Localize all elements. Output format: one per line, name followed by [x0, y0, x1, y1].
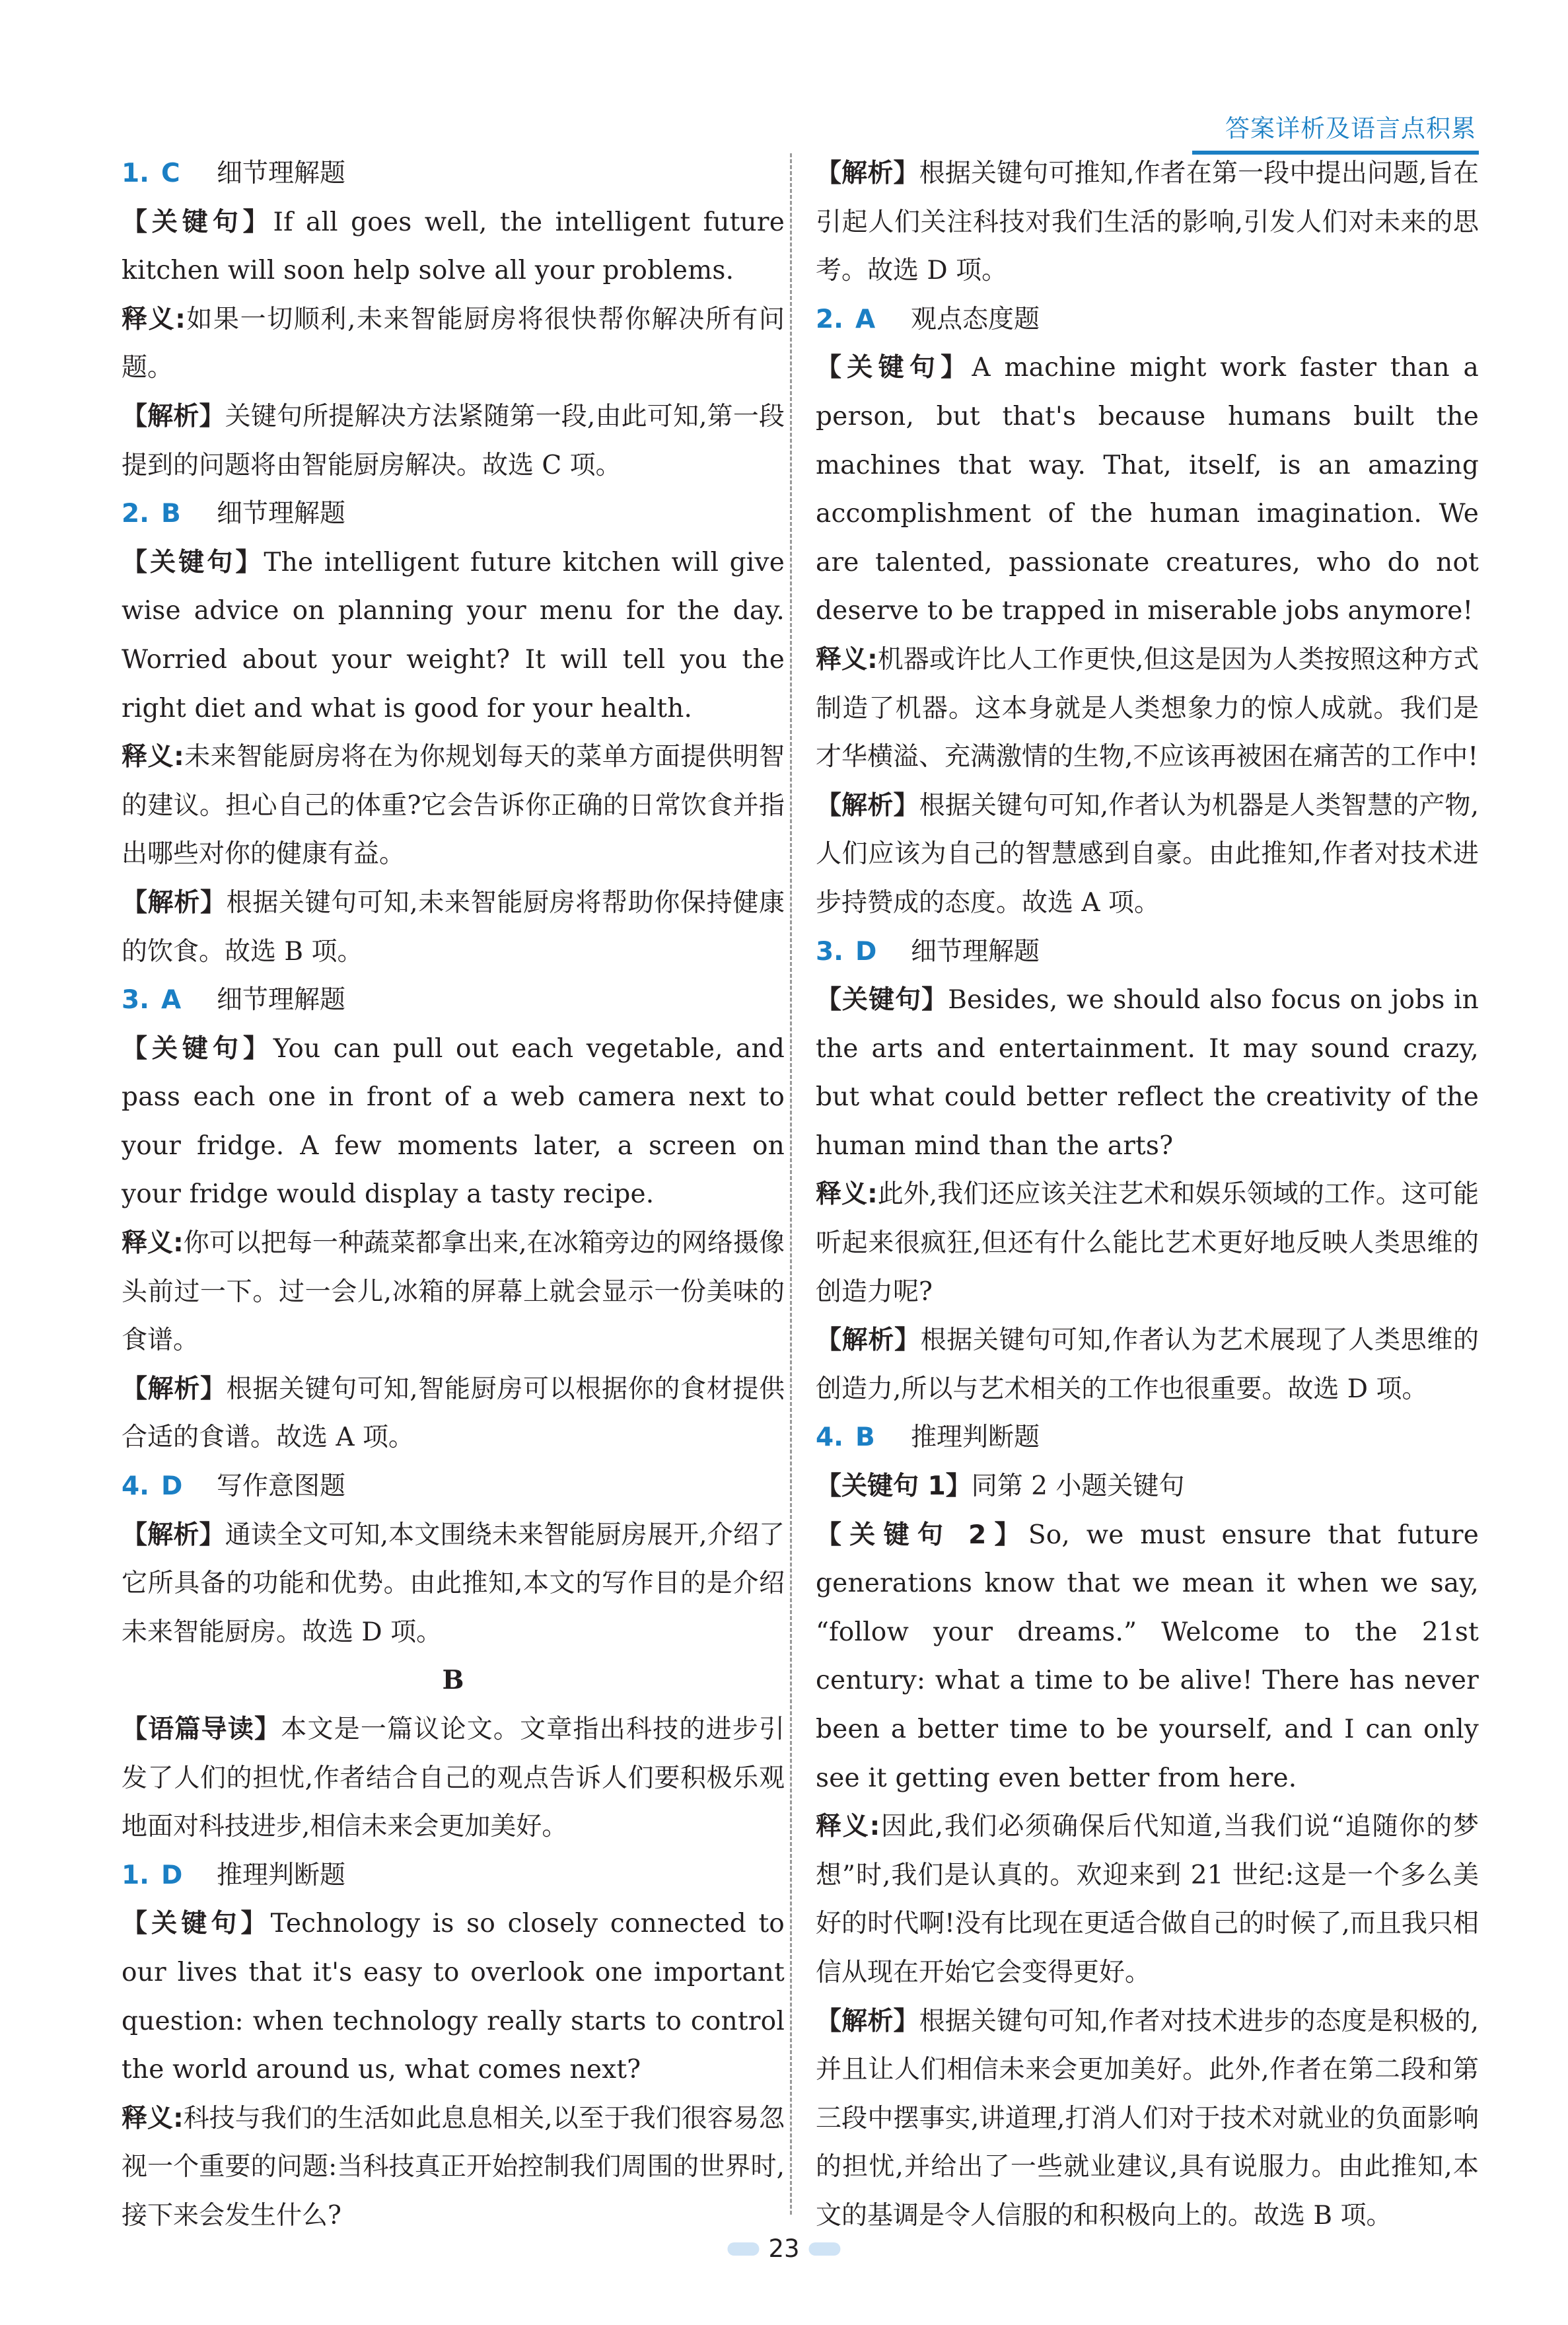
paragraph-tag: 释义:: [122, 742, 184, 772]
paragraph-tag: 【关键句】: [816, 985, 948, 1015]
paragraph-text: If all goes well, the intelligent future kitchen will soon help solve all your problems.: [122, 207, 785, 286]
answer-paragraph: [122, 538, 785, 733]
paragraph-text: 根据关键句可知,作者认为艺术展现了人类思维的创造力,所以与艺术相关的工作也很重要。故选 D 项。: [816, 1325, 1479, 1404]
question-type: 写作意图题: [217, 1471, 346, 1502]
paragraph-text: 你可以把每一种蔬菜都拿出来,在冰箱旁边的网络摄像头前过一下。过一会儿,冰箱的屏幕上就会显示一份美味的食谱。: [122, 1228, 785, 1356]
answer-paragraph: [122, 879, 785, 976]
question-number: 3.: [122, 985, 149, 1015]
column-divider: [790, 153, 792, 2215]
paragraph-text: 根据关键句可推知,作者在第一段中提出问题,旨在引起人们关注科技对我们生活的影响,引发人们对未来的思考。故选 D 项。: [816, 159, 1479, 286]
header-title: 答案详析及语言点积累: [1225, 114, 1476, 143]
question-item: [122, 149, 785, 198]
paragraph-text: So, we must ensure that future generations know that we mean it when we say, “follow your dreams.” Welcome to the 21st century: what a time to be alive! There has never been a better time to be yourself, and I can only see it getting even better from here.: [816, 1520, 1479, 1793]
answer-letter: C: [161, 159, 180, 188]
page-number-pill-right: [809, 2242, 841, 2256]
page-number: [727, 2234, 840, 2263]
left-column: [122, 149, 785, 2240]
paragraph-text: 科技与我们的生活如此息息相关,以至于我们很容易忽视一个重要的问题:当科技真正开始控制我们周围的世界时,接下来会发生什么?: [122, 2103, 785, 2231]
answer-paragraph: [816, 976, 1479, 1170]
paragraph-text: 根据关键句可知,作者认为机器是人类智慧的产物,人们应该为自己的智慧感到自豪。由此推知,作者对技术进步持赞成的态度。故选 A 项。: [816, 790, 1479, 918]
question-number: 3.: [816, 936, 843, 967]
paragraph-tag: 【解析】: [816, 2006, 919, 2036]
paragraph-tag: 释义:: [816, 1812, 880, 1842]
paragraph-tag: 【解析】: [122, 1374, 227, 1404]
paragraph-tag: 【解析】: [816, 790, 919, 821]
answer-paragraph: [816, 636, 1479, 782]
paragraph-text: 此外,我们还应该关注艺术和娱乐领域的工作。这可能听起来很疯狂,但还有什么能比艺术更好地反映人类思维的创造力呢?: [816, 1179, 1479, 1307]
paragraph-text: Besides, we should also focus on jobs in the arts and entertainment. It may sound crazy, but what could better reflect the creativity of the human mind than the arts?: [816, 985, 1479, 1161]
answer-paragraph: [122, 1705, 785, 1851]
paragraph-tag: 【关键句 2】: [816, 1520, 1028, 1550]
answer-letter: A: [855, 304, 876, 334]
question-number: 2.: [816, 304, 843, 334]
question-type: 细节理解题: [217, 985, 346, 1015]
section-heading: B: [442, 1665, 464, 1696]
paragraph-text: 同第 2 小题关键句: [971, 1471, 1185, 1502]
answer-letter: B: [855, 1422, 875, 1453]
paragraph-text: You can pull out each vegetable, and pass each one in front of a web camera next to your fridge. A few moments later, a screen on your fridge would display a tasty recipe.: [122, 1033, 785, 1210]
answer-paragraph: [122, 1219, 785, 1365]
answer-letter: D: [855, 936, 877, 967]
paragraph-text: 本文是一篇议论文。文章指出科技的进步引发了人们的担忧,作者结合自己的观点告诉人们要积极乐观地面对科技进步,相信未来会更加美好。: [122, 1715, 785, 1842]
answer-paragraph: [122, 392, 785, 490]
answer-letter: D: [161, 1860, 183, 1890]
answer-paragraph: [816, 344, 1479, 636]
question-number: 1.: [122, 159, 149, 188]
paragraph-tag: 【关键句】: [816, 353, 972, 383]
paragraph-tag: 【关键句】: [122, 1033, 273, 1064]
paragraph-text: A machine might work faster than a person, but that's because humans built the machines that way. That, itself, is an amazing accomplishment of the human imagination. We are talented, passionate creatures, who do not deserve to be trapped in miserable jobs anymore!: [816, 353, 1479, 626]
question-item: [122, 1851, 785, 1900]
question-type: 细节理解题: [911, 936, 1040, 967]
answer-paragraph: [816, 1316, 1479, 1413]
answer-paragraph: [122, 1900, 785, 2094]
paragraph-tag: 【关键句】: [122, 1909, 271, 1939]
paragraph-text: 如果一切顺利,未来智能厨房将很快帮你解决所有问题。: [122, 304, 785, 383]
question-type: 推理判断题: [911, 1422, 1040, 1453]
paragraph-tag: 释义:: [122, 2103, 184, 2133]
answer-paragraph: [122, 2094, 785, 2240]
question-type: 细节理解题: [217, 159, 346, 188]
answer-paragraph: [122, 198, 785, 295]
paragraph-tag: 释义:: [816, 1179, 878, 1210]
question-number: 1.: [122, 1860, 149, 1890]
answer-paragraph: [816, 1511, 1479, 1803]
page-header: [1192, 108, 1479, 155]
question-item: [816, 295, 1479, 344]
paragraph-tag: 【解析】: [122, 401, 225, 431]
paragraph-text: 通读全文可知,本文围绕未来智能厨房展开,介绍了它所具备的功能和优势。由此推知,本文的写作目的是介绍未来智能厨房。故选 D 项。: [122, 1520, 785, 1647]
answer-paragraph: [122, 1025, 785, 1219]
paragraph-tag: 【语篇导读】: [122, 1715, 281, 1744]
paragraph-text: 根据关键句可知,未来智能厨房将帮助你保持健康的饮食。故选 B 项。: [122, 887, 785, 967]
question-number: 2.: [122, 499, 149, 529]
paragraph-text: 因此,我们必须确保后代知道,当我们说“追随你的梦想”时,我们是认真的。欢迎来到 21 世纪:这是一个多么美好的时代啊!没有比现在更适合做自己的时候了,而且我只相信从现在开始它会变得更好。: [816, 1812, 1479, 1987]
question-number: 4.: [122, 1471, 149, 1502]
answer-paragraph: [122, 1365, 785, 1462]
answer-letter: B: [161, 499, 181, 529]
paragraph-text: Technology is so closely connected to our lives that it's easy to overlook one important question: when technology really starts to control the world around us, what comes next?: [122, 1909, 785, 2085]
paragraph-text: The intelligent future kitchen will give wise advice on planning your menu for the day. Worried about your weight? It will tell you the right diet and what is good for your health.: [122, 547, 785, 723]
question-type: 细节理解题: [217, 499, 346, 529]
answer-paragraph: [816, 1997, 1479, 2240]
page-number-text: 23: [768, 2234, 800, 2263]
answer-paragraph: [816, 1462, 1479, 1511]
question-number: 4.: [816, 1422, 843, 1453]
paragraph-tag: 【关键句 1】: [816, 1471, 972, 1502]
paragraph-tag: 【关键句】: [122, 547, 264, 577]
paragraph-tag: 【解析】: [122, 1520, 225, 1550]
paragraph-text: 关键句所提解决方法紧随第一段,由此可知,第一段提到的问题将由智能厨房解决。故选 C 项。: [122, 401, 785, 480]
paragraph-text: 根据关键句可知,作者对技术进步的态度是积极的,并且让人们相信未来会更加美好。此外,作者在第二段和第三段中摆事实,讲道理,打消人们对于技术对就业的负面影响的担忧,并给出了一些就业建议,具有说服力。由此推知,本文的基调是令人信服的和积极向上的。故选 B 项。: [816, 2006, 1479, 2231]
question-type: 推理判断题: [217, 1860, 346, 1890]
paragraph-tag: 【解析】: [816, 159, 919, 188]
answer-paragraph: [816, 1170, 1479, 1316]
answer-paragraph: [816, 149, 1479, 295]
right-column: [816, 149, 1479, 2240]
answer-paragraph: [122, 1511, 785, 1657]
answer-paragraph: [122, 295, 785, 392]
paragraph-tag: 【解析】: [816, 1325, 921, 1356]
question-item: [816, 928, 1479, 977]
question-item: [122, 490, 785, 538]
paragraph-text: 机器或许比人工作更快,但这是因为人类按照这种方式制造了机器。这本身就是人类想象力的惊人成就。我们是才华横溢、充满激情的生物,不应该再被困在痛苦的工作中!: [816, 644, 1479, 772]
page-number-pill-left: [727, 2242, 759, 2256]
question-item: [122, 976, 785, 1025]
paragraph-tag: 释义:: [122, 1228, 184, 1259]
answer-letter: A: [161, 985, 182, 1015]
paragraph-tag: 【关键句】: [122, 207, 273, 237]
answer-paragraph: [816, 1802, 1479, 1997]
paragraph-tag: 释义:: [122, 304, 186, 334]
answer-paragraph: [122, 733, 785, 879]
question-type: 观点态度题: [911, 304, 1040, 334]
paragraph-tag: 【解析】: [122, 887, 227, 918]
paragraph-text: 未来智能厨房将在为你规划每天的菜单方面提供明智的建议。担心自己的体重?它会告诉你正确的日常饮食并指出哪些对你的健康有益。: [122, 742, 785, 869]
answer-letter: D: [161, 1471, 183, 1502]
paragraph-text: 根据关键句可知,智能厨房可以根据你的食材提供合适的食谱。故选 A 项。: [122, 1374, 785, 1453]
paragraph-tag: 释义:: [816, 644, 878, 675]
answer-paragraph: [816, 782, 1479, 928]
question-item: [816, 1413, 1479, 1462]
question-item: [122, 1462, 785, 1511]
